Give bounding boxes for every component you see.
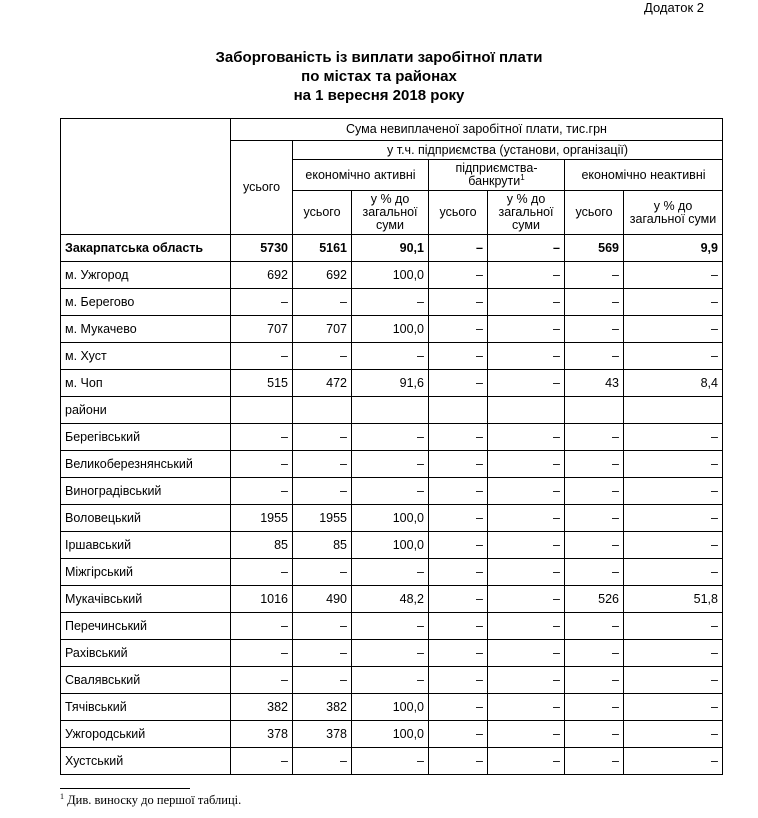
row-cell: –: [293, 559, 352, 586]
row-name: Міжгірський: [61, 559, 231, 586]
table-row: [61, 748, 723, 775]
row-cell: [488, 397, 565, 424]
row-cell: –: [624, 667, 723, 694]
row-name: Хустський: [61, 748, 231, 775]
row-cell: –: [488, 289, 565, 316]
row-cell: 526: [565, 586, 624, 613]
header-bankrupt: [429, 160, 565, 191]
header-total: усього: [231, 141, 293, 235]
row-cell: –: [429, 316, 488, 343]
row-cell: –: [624, 262, 723, 289]
row-cell: –: [429, 667, 488, 694]
row-cell: –: [488, 694, 565, 721]
row-cell: 1016: [231, 586, 293, 613]
row-cell: –: [293, 451, 352, 478]
row-cell: –: [624, 559, 723, 586]
row-cell: –: [231, 451, 293, 478]
row-cell: –: [624, 640, 723, 667]
row-cell: –: [565, 451, 624, 478]
row-cell: –: [488, 478, 565, 505]
row-cell: –: [231, 613, 293, 640]
row-cell: –: [624, 451, 723, 478]
table-header: [61, 119, 723, 235]
row-cell: –: [429, 343, 488, 370]
footnote-mark: 1: [60, 791, 64, 801]
row-cell: –: [565, 262, 624, 289]
row-cell: 382: [293, 694, 352, 721]
row-cell: 382: [231, 694, 293, 721]
row-cell: –: [565, 478, 624, 505]
row-cell: –: [231, 289, 293, 316]
row-name: м. Хуст: [61, 343, 231, 370]
row-cell: 707: [231, 316, 293, 343]
row-cell: –: [352, 667, 429, 694]
row-cell: 100,0: [352, 505, 429, 532]
title-line-3: на 1 вересня 2018 року: [293, 87, 465, 104]
table-row: [61, 478, 723, 505]
row-cell: 90,1: [352, 235, 429, 262]
row-cell: –: [429, 370, 488, 397]
row-cell: –: [565, 640, 624, 667]
row-cell: –: [565, 316, 624, 343]
row-cell: –: [488, 343, 565, 370]
header-bankrupt-label: підприємства-банкрути: [455, 161, 538, 188]
row-cell: –: [352, 640, 429, 667]
row-cell: –: [488, 613, 565, 640]
row-cell: 100,0: [352, 316, 429, 343]
row-name: Тячівський: [61, 694, 231, 721]
row-cell: 100,0: [352, 721, 429, 748]
row-cell: –: [488, 235, 565, 262]
table-row: [61, 289, 723, 316]
table-row: [61, 694, 723, 721]
row-cell: –: [488, 370, 565, 397]
header-bankrupt-pct: у % до загальної суми: [488, 191, 565, 235]
row-cell: [565, 397, 624, 424]
row-cell: 378: [293, 721, 352, 748]
row-cell: –: [231, 424, 293, 451]
row-cell: –: [429, 289, 488, 316]
table-row: [61, 505, 723, 532]
table-row: [61, 370, 723, 397]
footnote-divider: [60, 788, 190, 789]
row-cell: –: [231, 478, 293, 505]
row-cell: –: [624, 478, 723, 505]
row-cell: –: [429, 235, 488, 262]
row-cell: 85: [293, 532, 352, 559]
row-cell: –: [429, 613, 488, 640]
header-incl-enterprises: у т.ч. підприємства (установи, організації): [293, 141, 723, 160]
row-cell: 48,2: [352, 586, 429, 613]
row-cell: –: [293, 640, 352, 667]
row-name: Мукачівський: [61, 586, 231, 613]
row-cell: –: [352, 613, 429, 640]
row-cell: –: [488, 316, 565, 343]
header-active-total: усього: [293, 191, 352, 235]
row-cell: –: [488, 262, 565, 289]
header-econ-inactive: економічно неактивні: [565, 160, 723, 191]
row-cell: –: [429, 451, 488, 478]
row-cell: 1955: [231, 505, 293, 532]
row-cell: –: [624, 613, 723, 640]
table-row: [61, 343, 723, 370]
page-title: [0, 48, 758, 105]
title-line-2: по містах та районах: [301, 68, 457, 85]
appendix-label: Додаток 2: [644, 0, 704, 15]
row-cell: –: [293, 478, 352, 505]
row-cell: –: [293, 424, 352, 451]
row-cell: –: [231, 667, 293, 694]
row-name: Ужгородський: [61, 721, 231, 748]
row-name: Перечинський: [61, 613, 231, 640]
row-name: Берегівський: [61, 424, 231, 451]
row-cell: –: [565, 613, 624, 640]
row-cell: –: [565, 289, 624, 316]
row-cell: –: [624, 424, 723, 451]
row-name: Іршавський: [61, 532, 231, 559]
row-cell: –: [293, 667, 352, 694]
row-cell: –: [429, 505, 488, 532]
row-name: м. Берегово: [61, 289, 231, 316]
row-name: Рахівський: [61, 640, 231, 667]
row-cell: 51,8: [624, 586, 723, 613]
row-cell: –: [231, 748, 293, 775]
row-cell: 100,0: [352, 532, 429, 559]
row-cell: 100,0: [352, 694, 429, 721]
row-cell: 515: [231, 370, 293, 397]
row-cell: 472: [293, 370, 352, 397]
header-econ-active: економічно активні: [293, 160, 429, 191]
row-cell: –: [488, 721, 565, 748]
row-cell: –: [624, 748, 723, 775]
row-cell: –: [624, 532, 723, 559]
row-cell: –: [352, 343, 429, 370]
row-cell: –: [624, 694, 723, 721]
row-cell: –: [352, 451, 429, 478]
row-cell: –: [352, 424, 429, 451]
row-cell: –: [429, 748, 488, 775]
table-row: [61, 559, 723, 586]
row-name: Закарпатська область: [61, 235, 231, 262]
row-cell: –: [565, 343, 624, 370]
row-cell: –: [565, 667, 624, 694]
row-cell: 5161: [293, 235, 352, 262]
row-cell: –: [293, 748, 352, 775]
row-cell: 85: [231, 532, 293, 559]
row-cell: –: [488, 586, 565, 613]
row-cell: –: [565, 559, 624, 586]
header-inactive-pct: у % до загальної суми: [624, 191, 723, 235]
table-body: [61, 235, 723, 775]
row-cell: 569: [565, 235, 624, 262]
row-cell: –: [429, 586, 488, 613]
row-cell: –: [488, 748, 565, 775]
row-cell: –: [624, 721, 723, 748]
row-cell: –: [352, 748, 429, 775]
row-cell: –: [488, 505, 565, 532]
footnote: [60, 793, 241, 808]
table-row: [61, 262, 723, 289]
wage-debt-table: [60, 118, 723, 775]
row-cell: –: [624, 316, 723, 343]
header-inactive-total: усього: [565, 191, 624, 235]
row-cell: –: [231, 640, 293, 667]
table-row: [61, 640, 723, 667]
row-cell: –: [488, 532, 565, 559]
row-name: Воловецький: [61, 505, 231, 532]
row-name: Виноградівський: [61, 478, 231, 505]
row-name: м. Ужгород: [61, 262, 231, 289]
row-cell: –: [352, 478, 429, 505]
title-line-1: Заборгованість із виплати заробітної плати: [215, 49, 543, 66]
table-row: [61, 586, 723, 613]
row-cell: –: [429, 262, 488, 289]
table-row: [61, 235, 723, 262]
row-cell: –: [565, 505, 624, 532]
row-cell: –: [293, 289, 352, 316]
table-row: [61, 667, 723, 694]
row-cell: 692: [231, 262, 293, 289]
row-cell: –: [352, 289, 429, 316]
row-cell: –: [624, 289, 723, 316]
row-cell: –: [429, 721, 488, 748]
table-row: [61, 613, 723, 640]
row-cell: [429, 397, 488, 424]
table-row: [61, 397, 723, 424]
row-cell: –: [429, 424, 488, 451]
row-cell: –: [565, 694, 624, 721]
row-cell: 1955: [293, 505, 352, 532]
header-sum-unpaid: Сума невиплаченої заробітної плати, тис.грн: [231, 119, 723, 141]
row-name: райони: [61, 397, 231, 424]
row-cell: –: [565, 748, 624, 775]
row-cell: –: [429, 640, 488, 667]
row-cell: 490: [293, 586, 352, 613]
row-name: Свалявський: [61, 667, 231, 694]
table-row: [61, 532, 723, 559]
row-cell: –: [488, 451, 565, 478]
row-cell: –: [488, 667, 565, 694]
row-cell: –: [565, 532, 624, 559]
header-bankrupt-footnote-mark: 1: [520, 172, 525, 182]
row-cell: 91,6: [352, 370, 429, 397]
row-cell: 378: [231, 721, 293, 748]
row-cell: –: [624, 505, 723, 532]
row-cell: 692: [293, 262, 352, 289]
row-name: м. Мукачево: [61, 316, 231, 343]
row-cell: –: [429, 559, 488, 586]
table-row: [61, 424, 723, 451]
row-cell: –: [565, 424, 624, 451]
row-name: Великоберезнянський: [61, 451, 231, 478]
header-empty-corner: [61, 119, 231, 235]
row-cell: –: [231, 343, 293, 370]
row-cell: –: [429, 694, 488, 721]
table-row: [61, 721, 723, 748]
header-bankrupt-total: усього: [429, 191, 488, 235]
row-cell: –: [488, 640, 565, 667]
row-cell: –: [488, 424, 565, 451]
row-cell: [352, 397, 429, 424]
header-active-pct: у % до загальної суми: [352, 191, 429, 235]
row-cell: –: [429, 532, 488, 559]
row-cell: 8,4: [624, 370, 723, 397]
row-cell: 100,0: [352, 262, 429, 289]
row-cell: –: [488, 559, 565, 586]
row-cell: –: [293, 343, 352, 370]
row-cell: [293, 397, 352, 424]
table-row: [61, 451, 723, 478]
row-name: м. Чоп: [61, 370, 231, 397]
row-cell: –: [429, 478, 488, 505]
row-cell: [231, 397, 293, 424]
row-cell: 9,9: [624, 235, 723, 262]
row-cell: [624, 397, 723, 424]
table-row: [61, 316, 723, 343]
row-cell: 707: [293, 316, 352, 343]
row-cell: –: [565, 721, 624, 748]
row-cell: –: [293, 613, 352, 640]
footnote-text: Див. виноску до першої таблиці.: [64, 793, 242, 807]
row-cell: –: [624, 343, 723, 370]
row-cell: –: [352, 559, 429, 586]
row-cell: 5730: [231, 235, 293, 262]
row-cell: –: [231, 559, 293, 586]
row-cell: 43: [565, 370, 624, 397]
